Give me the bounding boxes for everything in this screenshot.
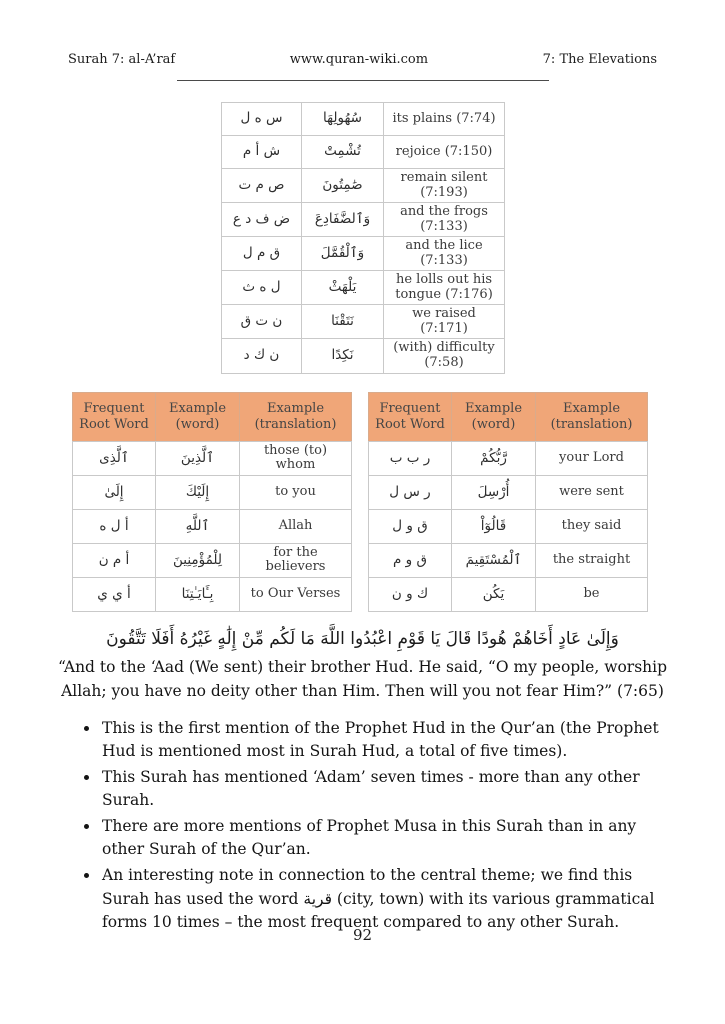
translation-cell: your Lord: [536, 441, 648, 475]
translation-cell: and the lice (7:133): [384, 237, 505, 271]
table-row: [369, 475, 648, 509]
root-cell: ق م ل: [222, 237, 302, 271]
table-row: [369, 509, 648, 543]
note-item: • There are more mentions of Prophet Musa in this Surah than in any other Surah of the Qur’an.: [100, 815, 666, 862]
word-cell: نَتَقْنَا: [302, 305, 384, 339]
word-cell: يَكُن: [452, 577, 536, 611]
translation-cell: rejoice (7:150): [384, 136, 505, 169]
root-cell: ش أ م: [222, 136, 302, 169]
header-site-url: www.quran-wiki.com: [289, 52, 429, 67]
root-cell: س ه ل: [222, 103, 302, 136]
root-cell: ر س ل: [369, 475, 452, 509]
table-row: [73, 475, 352, 509]
table-header-row: [73, 392, 352, 441]
translation-cell: and the frogs (7:133): [384, 203, 505, 237]
root-cell: ص م ت: [222, 169, 302, 203]
root-cell: ق و م: [369, 543, 452, 577]
root-cell: ر ب ب: [369, 441, 452, 475]
table-row: [222, 203, 505, 237]
frequent-table-left: [72, 392, 352, 612]
translation-cell: the straight: [536, 543, 648, 577]
word-cell: سُهُولِهَا: [302, 103, 384, 136]
table-row: [73, 577, 352, 611]
translation-cell: they said: [536, 509, 648, 543]
word-cell: أُرْسِلَ: [452, 475, 536, 509]
page-header: [0, 0, 725, 67]
root-cell: ن ك د: [222, 339, 302, 373]
word-cell: نَكِدًا: [302, 339, 384, 373]
root-cell: ن ت ق: [222, 305, 302, 339]
table-row: [222, 136, 505, 169]
word-cell: إِلَيْكَ: [156, 475, 240, 509]
header-surah-title: Surah 7: al-A’raf: [68, 52, 176, 67]
verse-arabic-text: وَإِلَىٰ عَادٍ أَخَاهُمْ هُودًا قَالَ يَا قَوْمِ اعْبُدُوا اللَّهَ مَا لَكُم مِّنْ إِلَٰهٍ غَيْرُهُ أَفَلَا تَتَّقُونَ: [106, 628, 619, 649]
word-cell: صَٰمِتُونَ: [302, 169, 384, 203]
column-header-root: Frequent Root Word: [369, 392, 452, 441]
translation-cell: its plains (7:74): [384, 103, 505, 136]
word-cell: لِلْمُؤْمِنِينَ: [156, 543, 240, 577]
word-cell: بِـَٔايَـٰتِنَا: [156, 577, 240, 611]
verse-translation-text: “And to the ‘Aad (We sent) their brother Hud. He said, “O my people, worship Allah; you have no deity other than Him. Then will you not fear Him?” (7:65): [57, 658, 668, 700]
table-row: [222, 237, 505, 271]
word-cell: وَٱلْقُمَّلَ: [302, 237, 384, 271]
root-cell: ك و ن: [369, 577, 452, 611]
column-header-word: Example (word): [156, 392, 240, 441]
word-cell: ٱلَّذِينَ: [156, 441, 240, 475]
root-cell: أ م ن: [73, 543, 156, 577]
word-cell: رَّبُّكُمْ: [452, 441, 536, 475]
table-row: [369, 577, 648, 611]
vocab-table-wrapper: [221, 102, 504, 374]
root-cell: ق و ل: [369, 509, 452, 543]
root-cell: ض ف د ع: [222, 203, 302, 237]
table-row: [222, 339, 505, 373]
word-cell: تُشْمِتْ: [302, 136, 384, 169]
note-item: • An interesting note in connection to the central theme; we find this Surah has used the word قرية (city, town) with its various grammatical forms 10 times – the most frequent compared to any other Surah.: [100, 864, 666, 935]
word-cell: قَالُوٓاْ: [452, 509, 536, 543]
table-row: [222, 103, 505, 136]
table-row: [73, 509, 352, 543]
root-cell: ل ه ث: [222, 271, 302, 305]
table-row: [73, 543, 352, 577]
table-row: [222, 271, 505, 305]
frequent-tables-row: [0, 392, 725, 612]
table-row: [369, 543, 648, 577]
note-item: • This Surah has mentioned ‘Adam’ seven times - more than any other Surah.: [100, 766, 666, 813]
column-header-root: Frequent Root Word: [73, 392, 156, 441]
column-header-translation: Example (translation): [536, 392, 648, 441]
notes-list: [100, 717, 666, 935]
vocab-table: [221, 102, 505, 374]
translation-cell: Allah: [240, 509, 352, 543]
root-cell: أ ي ي: [73, 577, 156, 611]
note-item: • This is the first mention of the Prophet Hud in the Qur’an (the Prophet Hud is mentioned most in Surah Hud, a total of five times).: [100, 717, 666, 764]
table-row: [222, 169, 505, 203]
translation-cell: those (to) whom: [240, 441, 352, 475]
header-divider-line: [177, 80, 549, 81]
table-header-row: [369, 392, 648, 441]
column-header-word: Example (word): [452, 392, 536, 441]
translation-cell: (with) difficulty (7:58): [384, 339, 505, 373]
translation-cell: we raised (7:171): [384, 305, 505, 339]
translation-cell: he lolls out his tongue (7:176): [384, 271, 505, 305]
header-surah-english-title: 7: The Elevations: [542, 52, 657, 67]
table-row: [73, 441, 352, 475]
word-cell: ٱللَّهِ: [156, 509, 240, 543]
translation-cell: to you: [240, 475, 352, 509]
column-header-translation: Example (translation): [240, 392, 352, 441]
word-cell: ٱلْمُسْتَقِيمَ: [452, 543, 536, 577]
root-cell: إِلَىٰ: [73, 475, 156, 509]
root-cell: ٱلَّذِى: [73, 441, 156, 475]
table-row: [369, 441, 648, 475]
translation-cell: be: [536, 577, 648, 611]
frequent-table-right: [368, 392, 648, 612]
page-number: 92: [352, 926, 373, 944]
word-cell: وَٱلضَّفَادِعَ: [302, 203, 384, 237]
translation-cell: to Our Verses: [240, 577, 352, 611]
root-cell: أ ل ه: [73, 509, 156, 543]
translation-cell: for the believers: [240, 543, 352, 577]
word-cell: يَلْهَثْ: [302, 271, 384, 305]
translation-cell: were sent: [536, 475, 648, 509]
translation-cell: remain silent (7:193): [384, 169, 505, 203]
table-row: [222, 305, 505, 339]
